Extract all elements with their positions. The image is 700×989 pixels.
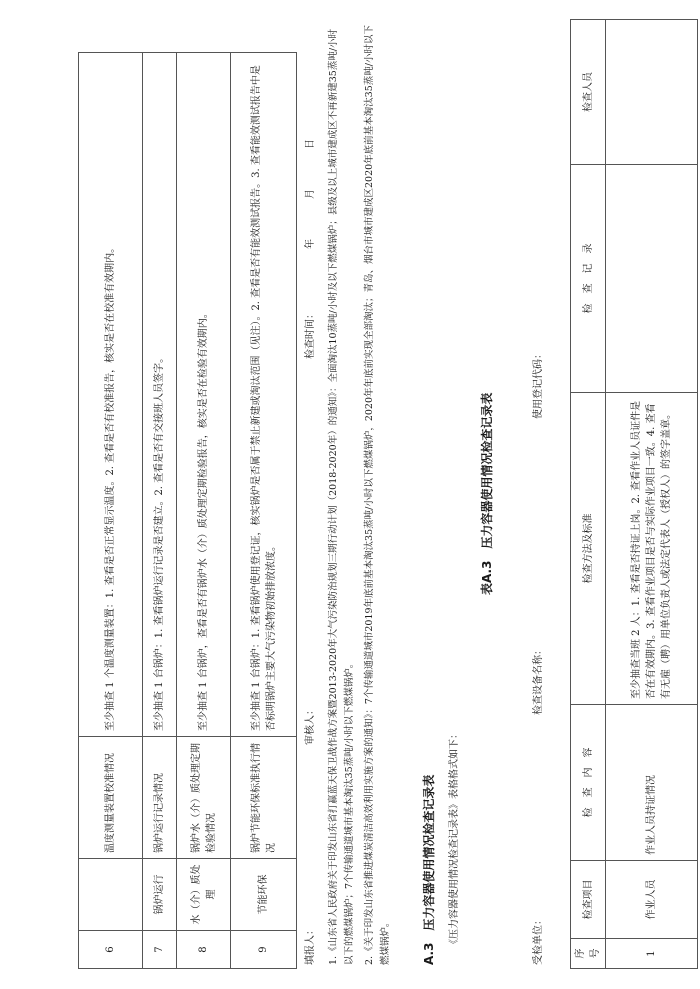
row-content: 作业人员持证情况: [606, 705, 698, 861]
row-method: 至少抽查 1 个温度测量装置：1. 查看是否正常显示温度。2. 查看是否有校准报告，核实是否在校准有效期内。: [79, 53, 143, 737]
reg-code-label: 使用登记代码：: [533, 349, 544, 419]
filler-label: 填报人：: [305, 925, 316, 965]
row-no: 8: [177, 931, 231, 969]
check-time-label: 检查时间：: [305, 309, 316, 359]
table-row: [231, 53, 297, 969]
header-no: 序号: [571, 939, 606, 969]
row-no: 6: [79, 931, 143, 969]
row-content: 温度测量装置校准情况: [79, 737, 143, 859]
unit-label: 受检单位：: [533, 915, 544, 965]
row-item: 水（介）质处理: [177, 859, 231, 931]
header-row: [571, 20, 606, 969]
row-method: 至少抽查 1 台锅炉，查看是否有锅炉水（介）质处理定期检验报告，核实是否在检验有效期内。: [177, 53, 231, 737]
row-method: 至少抽查 1 台锅炉：1. 查看锅炉使用登记证，核实锅炉是否属于禁止新建或淘汰范围（见注）。2. 查看是否有能效测试报告。3. 查看能效测试报告中是否标明锅炉主要大气污染物初始排放浓度。: [231, 53, 297, 737]
row-item: 作业人员: [606, 861, 698, 939]
header-item: 检查项目: [571, 861, 606, 939]
row-no: 1: [606, 939, 698, 969]
note-1: 1.《山东省人民政府关于印发山东省打赢蓝天保卫战作战方案暨2013-2020年大气污染防治规划三期行动计划（2018-2020年）的通知》：全面淘汰10蒸吨/小时及以下燃煤锅炉；县级及以上城市建成区不再新建35蒸吨/小时以下的燃煤锅炉；7个传输通道城市基本淘汰35蒸吨/小时以下燃煤锅炉。: [328, 28, 355, 965]
header-inspector: 检查人员: [571, 20, 606, 165]
row-no: 7: [143, 931, 177, 969]
row-inspector: [606, 20, 698, 165]
month-label: 月: [305, 189, 316, 199]
reviewer-label: 审核人：: [305, 705, 316, 745]
header-method: 检查方法及标准: [571, 393, 606, 705]
row-content: 锅炉节能环保标准执行情况: [231, 737, 297, 859]
boiler-inspection-table: [78, 52, 297, 969]
note-2: 2.《关于印发山东省推进煤炭清洁高效利用实施方案的通知》：7个传输通道城市2019年底前基本淘汰35蒸吨/小时以下燃煤锅炉，2020年年底前实现全部淘汰；青岛、烟台市城市建成区2020年底前基本淘汰35蒸吨/小时以下燃煤锅炉。: [364, 25, 391, 965]
table-row: [606, 20, 698, 969]
header-content: 检 查 内 容: [571, 705, 606, 861]
section-intro: 《压力容器使用情况检查记录表》表格格式如下：: [449, 729, 460, 949]
row-method: 至少抽查 1 台锅炉：1. 查看锅炉运行记录是否建立。2. 查看是否有交接班人员签字。: [143, 53, 177, 737]
row-content: 锅炉运行记录情况: [143, 737, 177, 859]
pressure-vessel-table: [570, 19, 698, 969]
table-row: [143, 53, 177, 969]
device-name-label: 检查设备名称：: [533, 645, 544, 715]
section-heading: A.3 压力容器使用情况检查记录表: [422, 774, 436, 965]
row-item: 锅炉运行: [143, 859, 177, 931]
row-item: 节能环保: [231, 859, 297, 931]
header-record: 检 查 记 录: [571, 165, 606, 393]
year-label: 年: [305, 239, 316, 249]
row-method: 至少抽查当班 2 人：1. 查看是否持证上岗。2. 查看作业人员证件是否在有效期内。3. 查看作业项目是否与实际作业项目一致。4. 查看有无雇（聘）用单位负责人或法定代表人（授权人）的签字盖章。: [606, 393, 698, 705]
row-content: 锅炉水（介）质处理定期检验情况: [177, 737, 231, 859]
table-row: [79, 53, 143, 969]
day-label: 日: [305, 139, 316, 149]
table-row: [177, 53, 231, 969]
table-title: 表A.3 压力容器使用情况检查记录表: [480, 392, 494, 595]
row-item: [79, 859, 143, 931]
row-no: 9: [231, 931, 297, 969]
row-record: [606, 165, 698, 393]
